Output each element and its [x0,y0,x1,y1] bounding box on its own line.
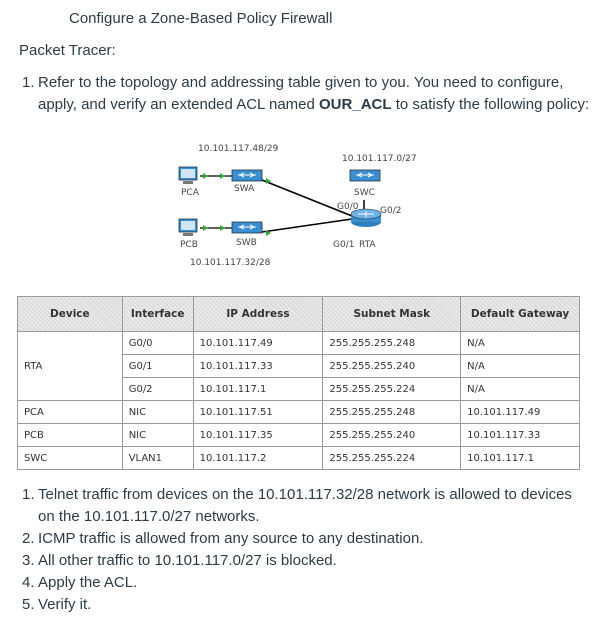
device-label-swc: SWC [354,188,375,198]
list-item [22,572,592,594]
device-label-swa: SWA [234,184,255,194]
table-row [18,401,580,424]
pc-icon-pcb [179,219,197,236]
interface-cell: G0/2 [122,378,193,401]
port-label-g00: G0/0 [337,202,359,212]
interface-cell: NIC [122,401,193,424]
rule-text: All other traffic to 10.101.117.0/27 is blocked. [38,552,337,569]
ip-cell: 10.101.117.49 [193,332,323,355]
table-row [18,424,580,447]
addressing-table [17,296,580,470]
ip-cell: 10.101.117.33 [193,355,323,378]
switch-icon-swb [232,222,262,233]
device-label-swb: SWB [236,238,257,248]
port-light-pca [203,173,208,179]
list-item [22,484,592,528]
mask-cell: 255.255.255.248 [323,332,461,355]
list-item [22,594,592,616]
port-label-g01: G0/1 [333,240,355,250]
mask-cell: 255.255.255.224 [323,447,461,470]
gateway-cell: 10.101.117.1 [461,447,580,470]
gateway-cell: 10.101.117.33 [461,424,580,447]
header-interface: Interface [122,297,193,332]
ip-cell: 10.101.117.51 [193,401,323,424]
topology-diagram [0,138,600,298]
intro-text-after: to satisfy the following policy: [391,96,590,113]
intro-text-before: Refer to the topology and addressing table given to you. You need to configure, apply, and verify an extended ACL named [38,74,564,113]
device-cell: PCB [18,424,123,447]
interface-cell: VLAN1 [122,447,193,470]
device-label-pca: PCA [181,188,199,198]
network-label-bottom: 10.101.117.32/28 [190,258,271,268]
list-item [22,550,592,572]
network-topology [0,138,600,298]
port-light-swa-a [220,173,225,179]
device-cell: RTA [18,332,123,401]
device-label-rta: RTA [359,240,376,250]
mask-cell: 255.255.255.248 [323,401,461,424]
gateway-cell: 10.101.117.49 [461,401,580,424]
mask-cell: 255.255.255.240 [323,355,461,378]
policy-rules-list [22,484,592,616]
rule-number: 2. [22,530,35,547]
interface-cell: G0/1 [122,355,193,378]
port-light-pcb [203,225,208,231]
rule-number: 3. [22,552,35,569]
intro-instruction [22,72,592,116]
gateway-cell: N/A [461,378,580,401]
table-header-row [18,297,580,332]
interface-cell: G0/0 [122,332,193,355]
port-label-g02: G0/2 [380,206,402,216]
switch-icon-swa [232,170,262,181]
device-label-pcb: PCB [180,240,198,250]
rule-text: Telnet traffic from devices on the 10.101.117.32/28 network is allowed to devices on the 10.101.117.0/27 networks. [38,486,572,525]
network-label-right: 10.101.117.0/27 [342,154,417,164]
device-cell: SWC [18,447,123,470]
header-ip-address: IP Address [193,297,323,332]
intro-number: 1. [22,74,35,91]
page-title: Configure a Zone-Based Policy Firewall [69,10,333,27]
list-item [22,528,592,550]
table-row [18,332,580,355]
acl-name: OUR_ACL [319,96,392,113]
network-label-top: 10.101.117.48/29 [198,144,279,154]
rule-number: 1. [22,486,35,503]
header-default-gateway: Default Gateway [461,297,580,332]
table-row [18,447,580,470]
rule-text: Apply the ACL. [38,574,138,591]
rule-number: 4. [22,574,35,591]
gateway-cell: N/A [461,355,580,378]
rule-text: ICMP traffic is allowed from any source to any destination. [38,530,424,547]
rule-text: Verify it. [38,596,92,613]
rule-number: 5. [22,596,35,613]
ip-cell: 10.101.117.1 [193,378,323,401]
mask-cell: 255.255.255.240 [323,424,461,447]
mask-cell: 255.255.255.224 [323,378,461,401]
switch-icon-swc [350,170,380,181]
interface-cell: NIC [122,424,193,447]
device-cell: PCA [18,401,123,424]
pc-icon-pca [179,167,197,184]
header-subnet-mask: Subnet Mask [323,297,461,332]
gateway-cell: N/A [461,332,580,355]
ip-cell: 10.101.117.2 [193,447,323,470]
section-subtitle: Packet Tracer: [19,42,116,59]
ip-cell: 10.101.117.35 [193,424,323,447]
header-device: Device [18,297,123,332]
link-swb-rta [262,219,352,232]
port-light-swb-a [220,225,225,231]
